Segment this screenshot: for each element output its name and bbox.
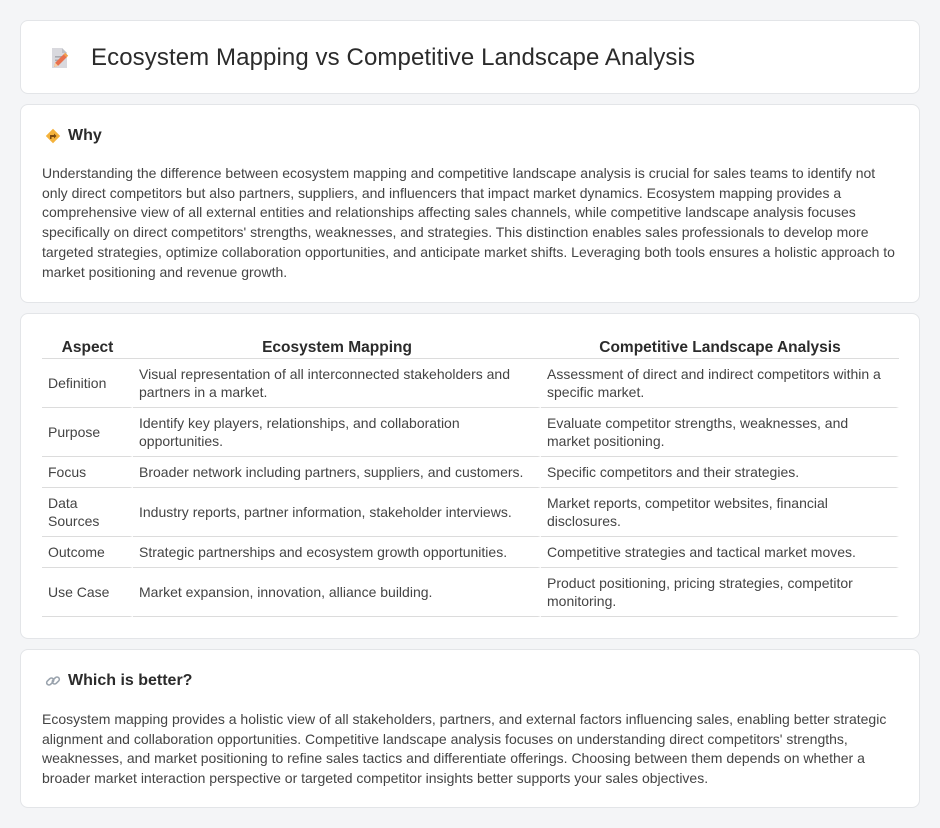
row-ecosystem: Broader network including partners, suppliers, and customers. — [133, 457, 541, 488]
which-is-better-section — [20, 649, 920, 808]
row-ecosystem: Identify key players, relationships, and collaboration opportunities. — [133, 408, 541, 457]
table-row — [42, 359, 899, 408]
table-row — [42, 457, 899, 488]
comparison-table — [42, 334, 899, 617]
table-row — [42, 488, 899, 537]
row-ecosystem: Visual representation of all interconnected stakeholders and partners in a market. — [133, 359, 541, 408]
row-ecosystem: Market expansion, innovation, alliance building. — [133, 568, 541, 617]
row-ecosystem: Strategic partnerships and ecosystem growth opportunities. — [133, 537, 541, 568]
better-text: Ecosystem mapping provides a holistic view of all stakeholders, partners, and external factors influencing sales, enabling better strategic alignment and collaboration opportunities. Competitive landscape analysis focuses on understanding direct competitors' strengths, weaknesses, and market positioning to refine sales tactics and differentiate offerings. Choosing between them depends on whether a broader market interaction perspective or targeted competitor insights better supports your sales objectives. — [42, 711, 887, 787]
why-heading-row — [45, 127, 102, 145]
better-heading-row — [45, 672, 192, 690]
row-aspect: Use Case — [42, 568, 133, 617]
header-aspect: Aspect — [42, 334, 133, 359]
row-ecosystem: Industry reports, partner information, stakeholder interviews. — [133, 488, 541, 537]
row-aspect: Purpose — [42, 408, 133, 457]
title-row — [45, 44, 695, 72]
why-section — [20, 104, 920, 303]
row-aspect: Outcome — [42, 537, 133, 568]
comparison-section — [20, 313, 920, 639]
row-competitive: Specific competitors and their strategies. — [541, 457, 899, 488]
header-competitive-landscape: Competitive Landscape Analysis — [541, 334, 899, 359]
table-row — [42, 568, 899, 617]
link-icon — [45, 673, 61, 689]
row-competitive: Market reports, competitor websites, financial disclosures. — [541, 488, 899, 537]
row-aspect: Definition — [42, 359, 133, 408]
table-header-row — [42, 334, 899, 359]
header-card — [20, 20, 920, 94]
why-text: Understanding the difference between ecosystem mapping and competitive landscape analysis is crucial for sales teams to identify not only direct competitors but also partners, suppliers, and influencers that impact market dynamics. Ecosystem mapping provides a comprehensive view of all external entities and relationships affecting sales channels, while competitive landscape analysis focuses specifically on direct competitors' strengths, weaknesses, and strategies. This distinction enables sales professionals to develop more targeted strategies, optimize collaboration opportunities, and anticipate market shifts. Leveraging both tools ensures a holistic approach to market positioning and revenue growth. — [42, 165, 895, 280]
header-ecosystem-mapping: Ecosystem Mapping — [133, 334, 541, 359]
better-heading: Which is better? — [68, 672, 193, 689]
document-edit-icon — [45, 44, 73, 72]
table-row — [42, 408, 899, 457]
row-competitive: Evaluate competitor strengths, weaknesses, and market positioning. — [541, 408, 899, 457]
row-aspect: Focus — [42, 457, 133, 488]
table-row — [42, 537, 899, 568]
diamond-warning-icon — [45, 128, 61, 144]
why-heading: Why — [68, 127, 102, 144]
row-aspect: Data Sources — [42, 488, 133, 537]
page-title: Ecosystem Mapping vs Competitive Landscape Analysis — [91, 44, 696, 71]
row-competitive: Assessment of direct and indirect competitors within a specific market. — [541, 359, 899, 408]
row-competitive: Product positioning, pricing strategies, competitor monitoring. — [541, 568, 899, 617]
row-competitive: Competitive strategies and tactical market moves. — [541, 537, 899, 568]
